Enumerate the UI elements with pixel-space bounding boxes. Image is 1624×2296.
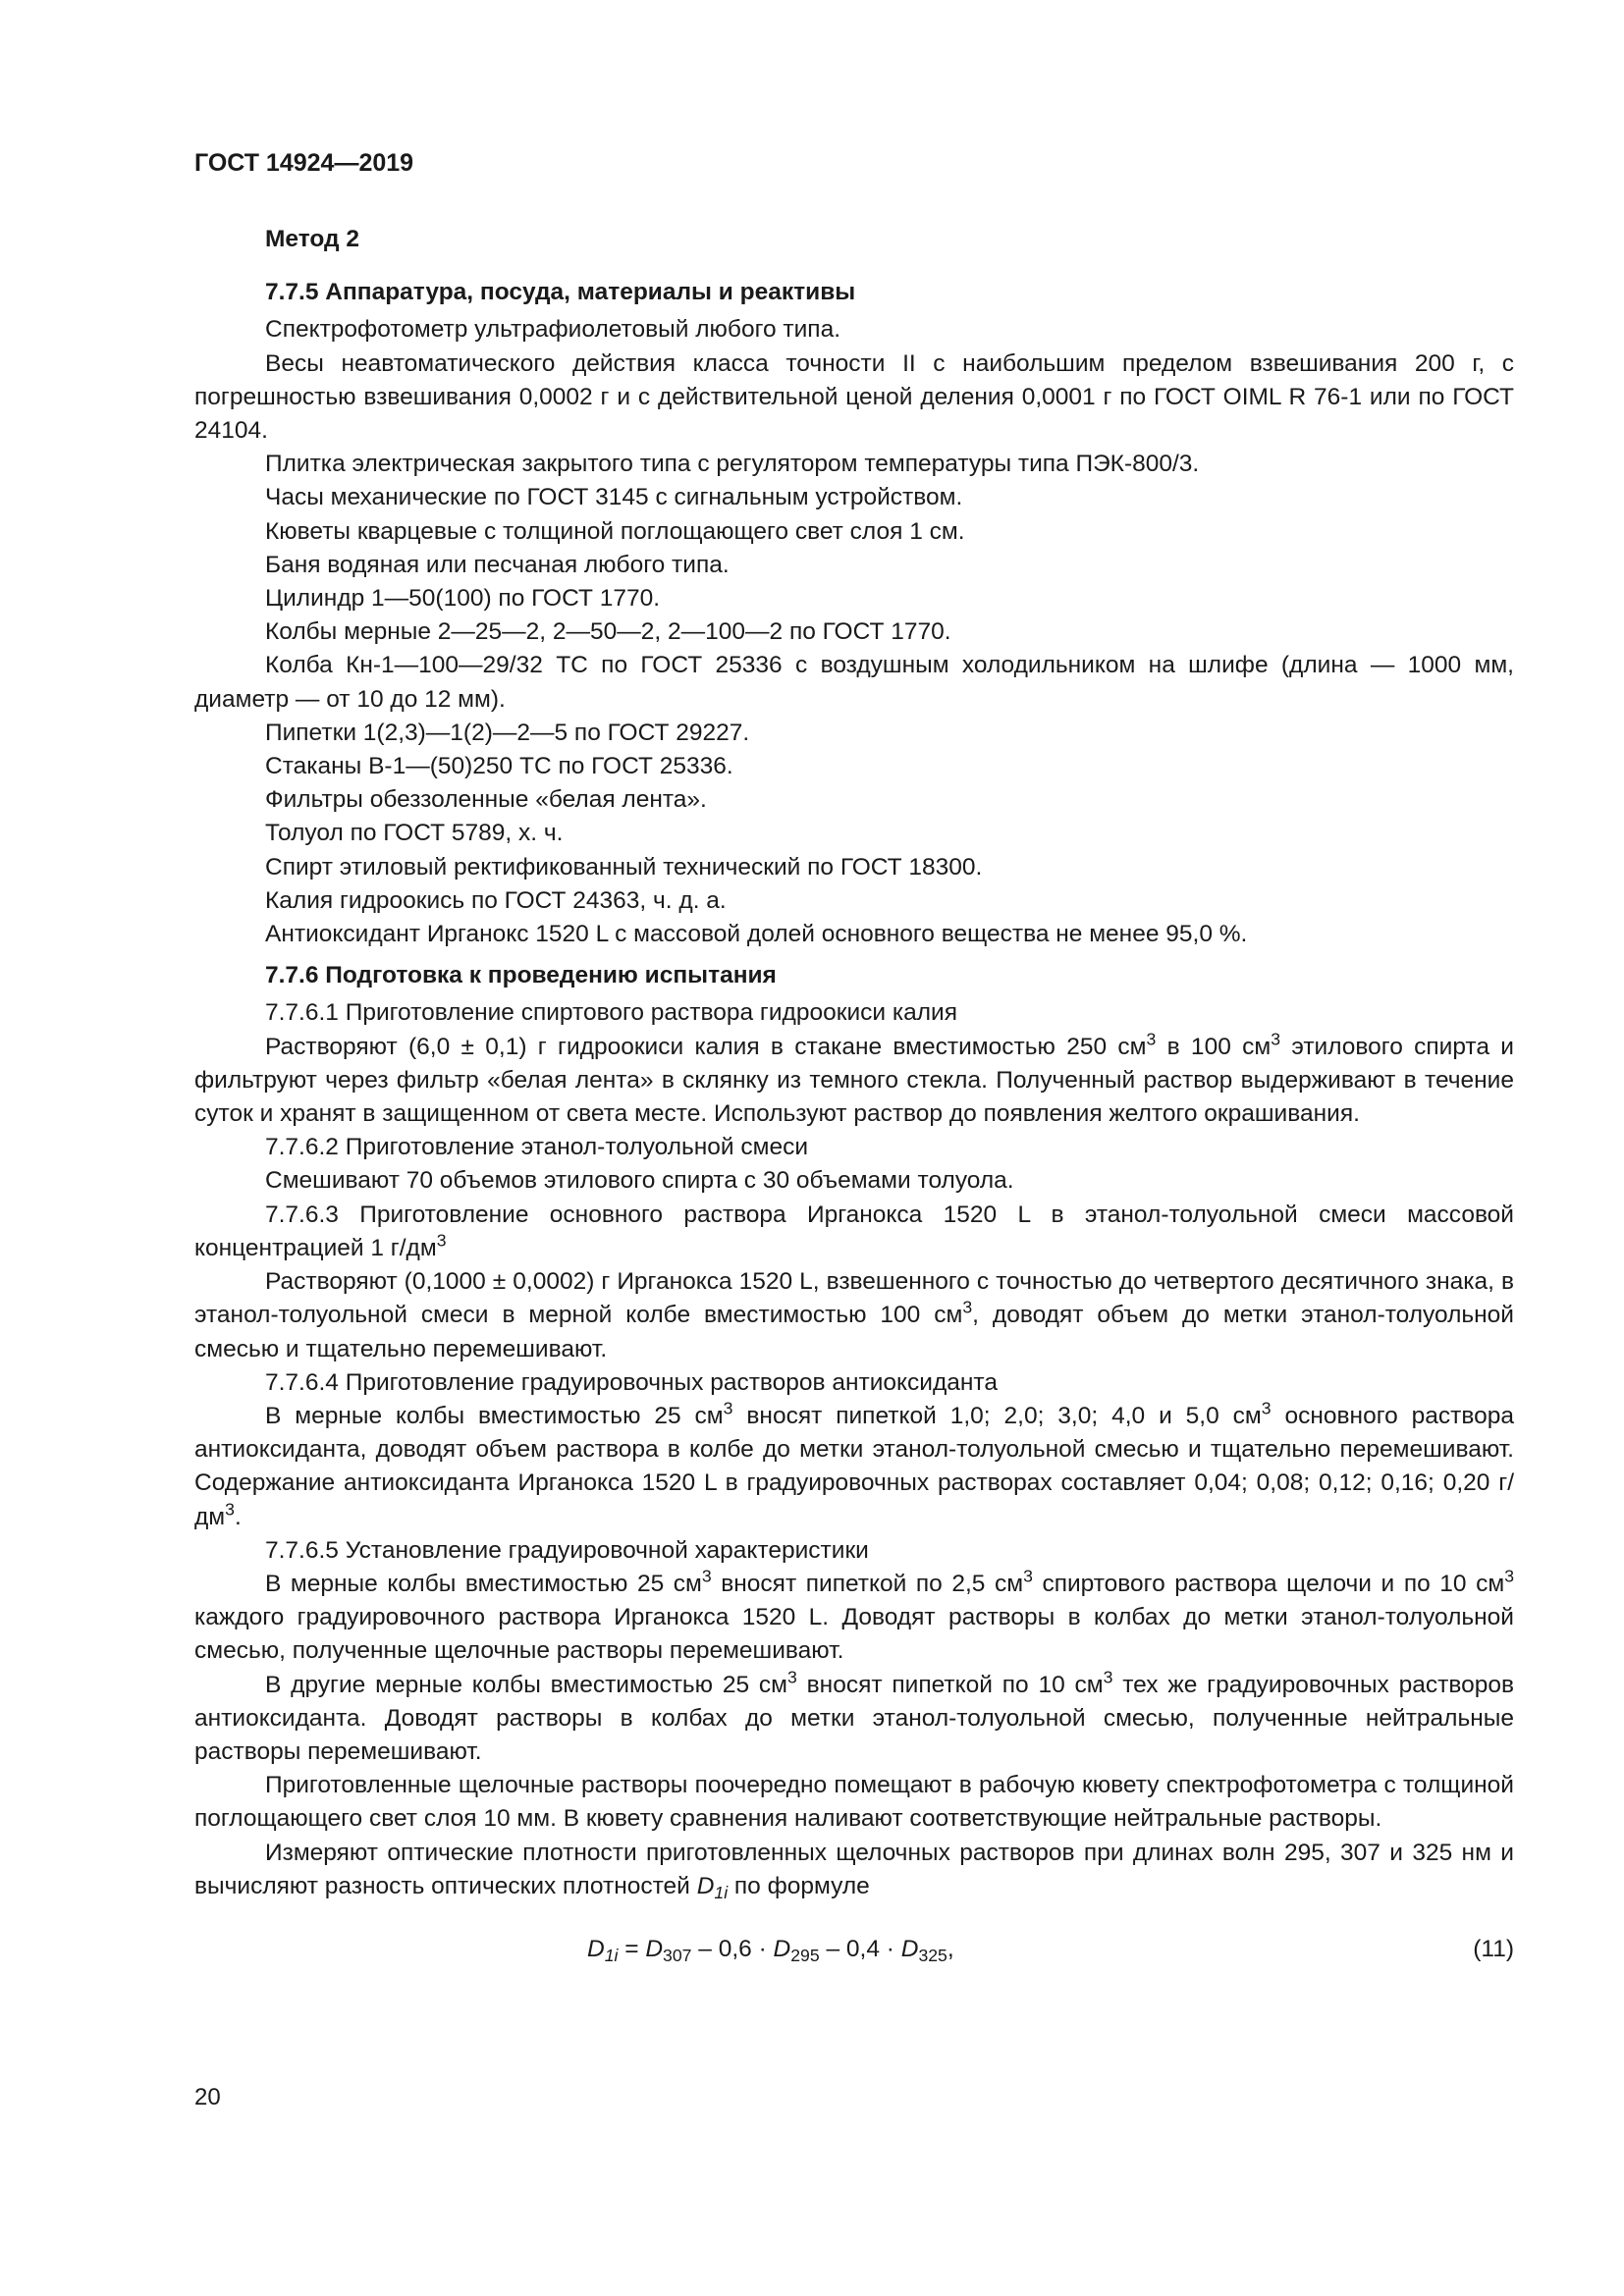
- formula-variable: D: [645, 1935, 664, 1962]
- list-item: Фильтры обеззоленные «белая лента».: [265, 786, 707, 814]
- subscript: 1i: [714, 1882, 729, 1902]
- text-span: .: [234, 1503, 242, 1530]
- list-item: Колбы мерные 2—25—2, 2—50—2, 2—100—2 по ГОСТ 1770.: [265, 618, 951, 646]
- text-span: вносят пипеткой по 2,5 см: [711, 1570, 1024, 1597]
- text-span: спиртового раствора щелочи и по 10 см: [1032, 1570, 1505, 1597]
- formula-variable: D: [773, 1935, 791, 1962]
- superscript: 3: [962, 1297, 973, 1317]
- superscript: 3: [1504, 1566, 1515, 1586]
- formula-tail: ,: [947, 1935, 954, 1962]
- subsection-7-7-6-3-heading: [194, 1199, 1514, 1265]
- text-span: в 100 см: [1156, 1033, 1272, 1060]
- paragraph-measurement: [194, 1837, 1514, 1903]
- text-span: основного раствора антиоксиданта, доводят объем раствора в колбе до метки этанол-толуольной смесью и тщательно перемешивают. Содержание антиоксиданта Ирганокса 1520 L в градуировочных растворах составляет 0,04; 0,08; 0,12; 0,16; 0,20 г/дм: [194, 1402, 1514, 1530]
- subsection-7-7-6-4-heading: 7.7.6.4 Приготовление градуировочных растворов антиоксиданта: [265, 1368, 998, 1396]
- formula: [587, 1933, 954, 1966]
- subsection-7-7-6-5-heading: 7.7.6.5 Установление градуировочной характеристики: [265, 1536, 869, 1564]
- text-span: этилового спирта и фильтруют через фильтр «белая лента» в склянку из темного стекла. Полученный раствор выдерживают в течение суток и хранят в защищенном от света месте. Используют раствор до появления желтого окрашивания.: [194, 1033, 1514, 1128]
- text-span: по формуле: [728, 1872, 870, 1899]
- subscript: 295: [790, 1945, 820, 1965]
- list-item: Плитка электрическая закрытого типа с регулятором температуры типа ПЭК-800/3.: [265, 451, 1200, 478]
- superscript: 3: [723, 1398, 733, 1418]
- page-content: [194, 223, 1514, 1984]
- list-item: Калия гидроокись по ГОСТ 24363, ч. д. а.: [265, 886, 727, 914]
- superscript: 3: [436, 1230, 447, 1251]
- text-span: вносят пипеткой 1,0; 2,0; 3,0; 4,0 и 5,0 см: [732, 1402, 1262, 1429]
- paragraph-neutral-solutions: [194, 1666, 1514, 1770]
- section-7-7-6-title: 7.7.6 Подготовка к проведению испытания: [265, 962, 777, 989]
- superscript: 3: [1261, 1398, 1272, 1418]
- text-span: каждого градуировочного раствора Ирганокса 1520 L. Доводят растворы в колбах до метки этанол-толуольной смесью, полученные щелочные растворы перемешивают.: [194, 1604, 1514, 1665]
- formula-variable: D: [587, 1935, 605, 1962]
- subsection-7-7-6-2-heading: 7.7.6.2 Приготовление этанол-толуольной смеси: [265, 1134, 809, 1161]
- list-item: Пипетки 1(2,3)—1(2)—2—5 по ГОСТ 29227.: [265, 719, 750, 746]
- list-item: Толуол по ГОСТ 5789, х. ч.: [265, 820, 564, 847]
- text-span: В мерные колбы вместимостью 25 см: [265, 1570, 702, 1597]
- text-span: В другие мерные колбы вместимостью 25 см: [265, 1671, 788, 1698]
- text-span: тех же градуировочных растворов антиоксиданта. Доводят растворы в колбах до метки этанол-толуольной смесью, полученные нейтральные растворы перемешивают.: [194, 1671, 1514, 1765]
- superscript: 3: [1103, 1666, 1113, 1686]
- formula-operator: – 0,4 ·: [819, 1935, 901, 1962]
- list-item: Кюветы кварцевые с толщиной поглощающего свет слоя 1 см.: [265, 517, 965, 545]
- list-item: Стаканы В-1—(50)250 ТС по ГОСТ 25336.: [265, 753, 733, 780]
- paragraph-calibration-solutions: [194, 1400, 1514, 1534]
- paragraph-mixture: Смешивают 70 объемов этилового спирта с 30 объемами толуола.: [265, 1167, 1014, 1195]
- superscript: 3: [701, 1566, 712, 1586]
- paragraph-cuvette: Приготовленные щелочные растворы поочередно помещают в рабочую кювету спектрофотометра с толщиной поглощающего свет слоя 10 мм. В кювету сравнения наливают соответствующие нейтральные растворы.: [194, 1772, 1514, 1833]
- section-7-7-5-title: 7.7.5 Аппаратура, посуда, материалы и реактивы: [265, 279, 856, 306]
- list-item: Цилиндр 1—50(100) по ГОСТ 1770.: [265, 585, 661, 613]
- text-span: , доводят объем до метки этанол-толуольной смесью и тщательно перемешивают.: [194, 1302, 1514, 1362]
- superscript: 3: [1023, 1566, 1033, 1586]
- text-span: вносят пипеткой по 10 см: [796, 1671, 1104, 1698]
- page-number: 20: [194, 2084, 221, 2110]
- subscript: 325: [918, 1945, 947, 1965]
- list-item: Антиоксидант Ирганокс 1520 L с массовой долей основного вещества не менее 95,0 %.: [265, 921, 1248, 948]
- text-span: Растворяют (0,1000 ± 0,0002) г Ирганокса 1520 L, взвешенного с точностью до четвертого десятичного знака, в этанол-толуольной смеси в мерной колбе вместимостью 100 см: [194, 1268, 1514, 1329]
- subsection-7-7-6-1-heading: 7.7.6.1 Приготовление спиртового раствора гидроокиси калия: [265, 999, 958, 1027]
- paragraph-koh-solution: [194, 1028, 1514, 1132]
- list-item: Колба Кн-1—100—29/32 ТС по ГОСТ 25336 с воздушным холодильником на шлифе (длина — 1000 мм, диаметр — от 10 до 12 мм).: [194, 652, 1514, 713]
- formula-variable: D: [696, 1872, 715, 1899]
- superscript: 3: [1146, 1028, 1157, 1048]
- superscript: 3: [787, 1666, 797, 1686]
- formula-number: (11): [1473, 1935, 1514, 1962]
- formula-block: [194, 1927, 1514, 1984]
- list-item: Спирт этиловый ректификованный технический по ГОСТ 18300.: [265, 853, 983, 881]
- formula-variable: D: [900, 1935, 919, 1962]
- list-item: Баня водяная или песчаная любого типа.: [265, 551, 730, 578]
- superscript: 3: [225, 1498, 235, 1519]
- text-span: Растворяют (6,0 ± 0,1) г гидроокиси калия в стакане вместимостью 250 см: [265, 1033, 1147, 1060]
- list-item: Часы механические по ГОСТ 3145 с сигнальным устройством.: [265, 484, 963, 511]
- text-span: Измеряют оптические плотности приготовленных щелочных растворов при длинах волн 295, 307 и 325 нм и вычисляют разность оптических плотностей: [194, 1839, 1514, 1899]
- paragraph-alkaline-solutions: [194, 1568, 1514, 1669]
- subscript: 1i: [604, 1945, 619, 1965]
- superscript: 3: [1271, 1028, 1281, 1048]
- formula-operator: – 0,6 ·: [691, 1935, 774, 1962]
- paragraph-stock-solution: [194, 1265, 1514, 1366]
- text-span: В мерные колбы вместимостью 25 см: [265, 1402, 724, 1429]
- list-item: Весы неавтоматического действия класса точности II с наибольшим пределом взвешивания 200 г, с погрешностью взвешивания 0,0002 г и с действительной ценой деления 0,0001 г по ГОСТ OIML R 76-1 или по ГОСТ 24104.: [194, 349, 1514, 445]
- text-span: 7.7.6.3 Приготовление основного раствора Ирганокса 1520 L в этанол-толуольной смеси массовой концентрацией 1 г/дм: [194, 1201, 1514, 1261]
- list-item: Спектрофотометр ультрафиолетовый любого типа.: [265, 316, 841, 344]
- subscript: 307: [663, 1945, 692, 1965]
- method-title: Метод 2: [265, 226, 360, 252]
- document-header: ГОСТ 14924—2019: [194, 149, 414, 177]
- formula-operator: =: [618, 1935, 646, 1962]
